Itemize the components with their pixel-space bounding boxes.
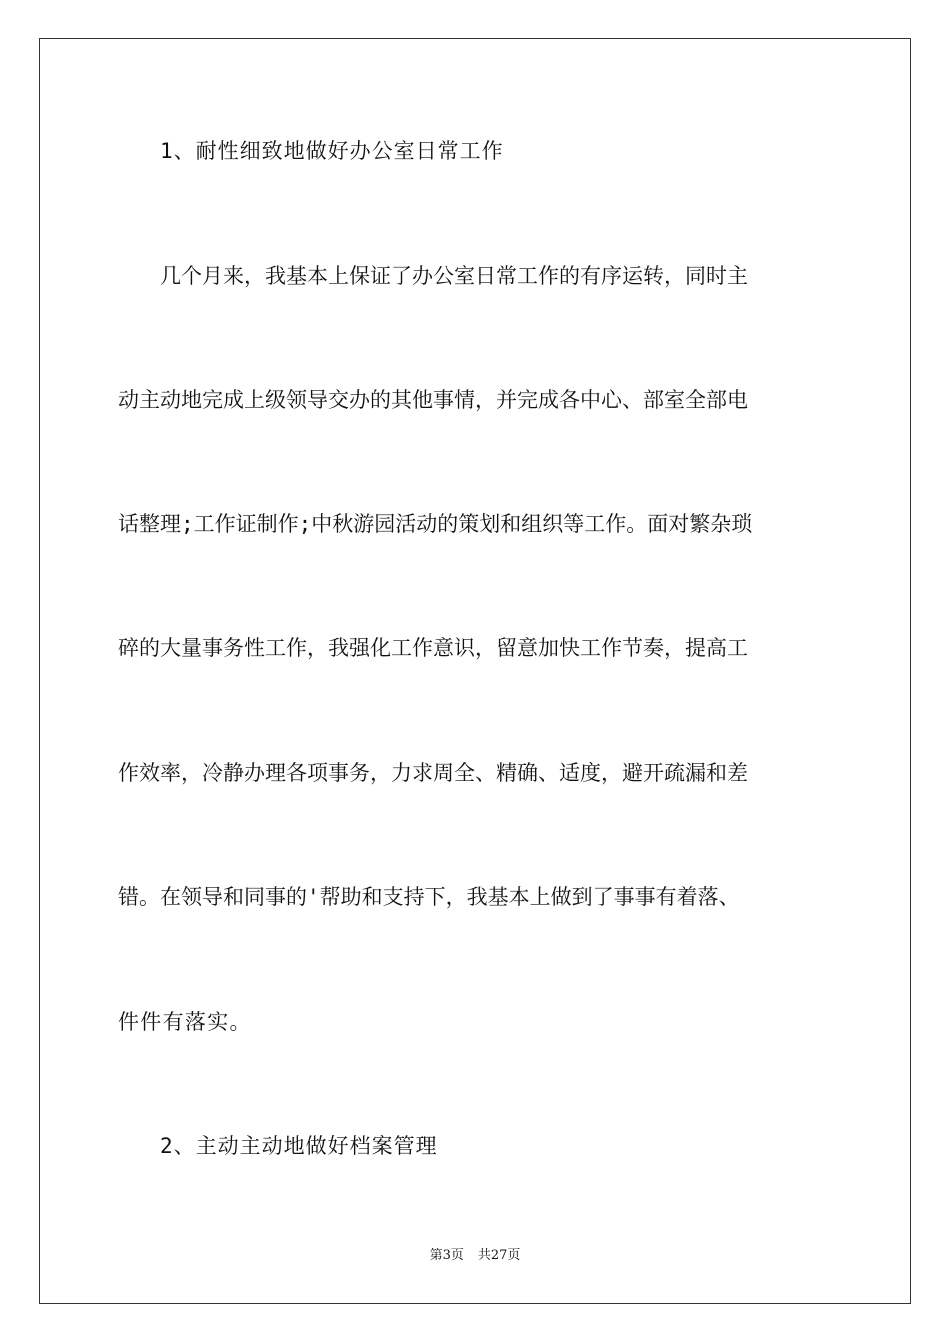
paragraph-line-1: 几个月来，我基本上保证了办公室日常工作的有序运转，同时主 xyxy=(160,264,748,288)
paragraph-line-3: 话整理;工作证制作;中秋游园活动的策划和组织等工作。面对繁杂琐 xyxy=(118,512,753,536)
page-number: 第3页 xyxy=(429,1248,464,1263)
paragraph-line-6: 错。在领导和同事的'帮助和支持下，我基本上做到了事事有着落、 xyxy=(118,885,740,909)
paragraph-line-2: 动主动地完成上级领导交办的其他事情，并完成各中心、部室全部电 xyxy=(118,388,748,412)
page-footer xyxy=(0,1247,950,1265)
section-heading-2: 2、主动主动地做好档案管理 xyxy=(160,1134,438,1158)
page-border xyxy=(39,38,911,1304)
paragraph-line-7: 件件有落实。 xyxy=(118,1010,252,1034)
paragraph-line-5: 作效率，冷静办理各项事务，力求周全、精确、适度，避开疏漏和差 xyxy=(118,761,748,785)
paragraph-line-4: 碎的大量事务性工作，我强化工作意识，留意加快工作节奏，提高工 xyxy=(118,636,748,660)
section-heading-1: 1、耐性细致地做好办公室日常工作 xyxy=(160,139,504,163)
page-total: 共27页 xyxy=(477,1248,521,1263)
